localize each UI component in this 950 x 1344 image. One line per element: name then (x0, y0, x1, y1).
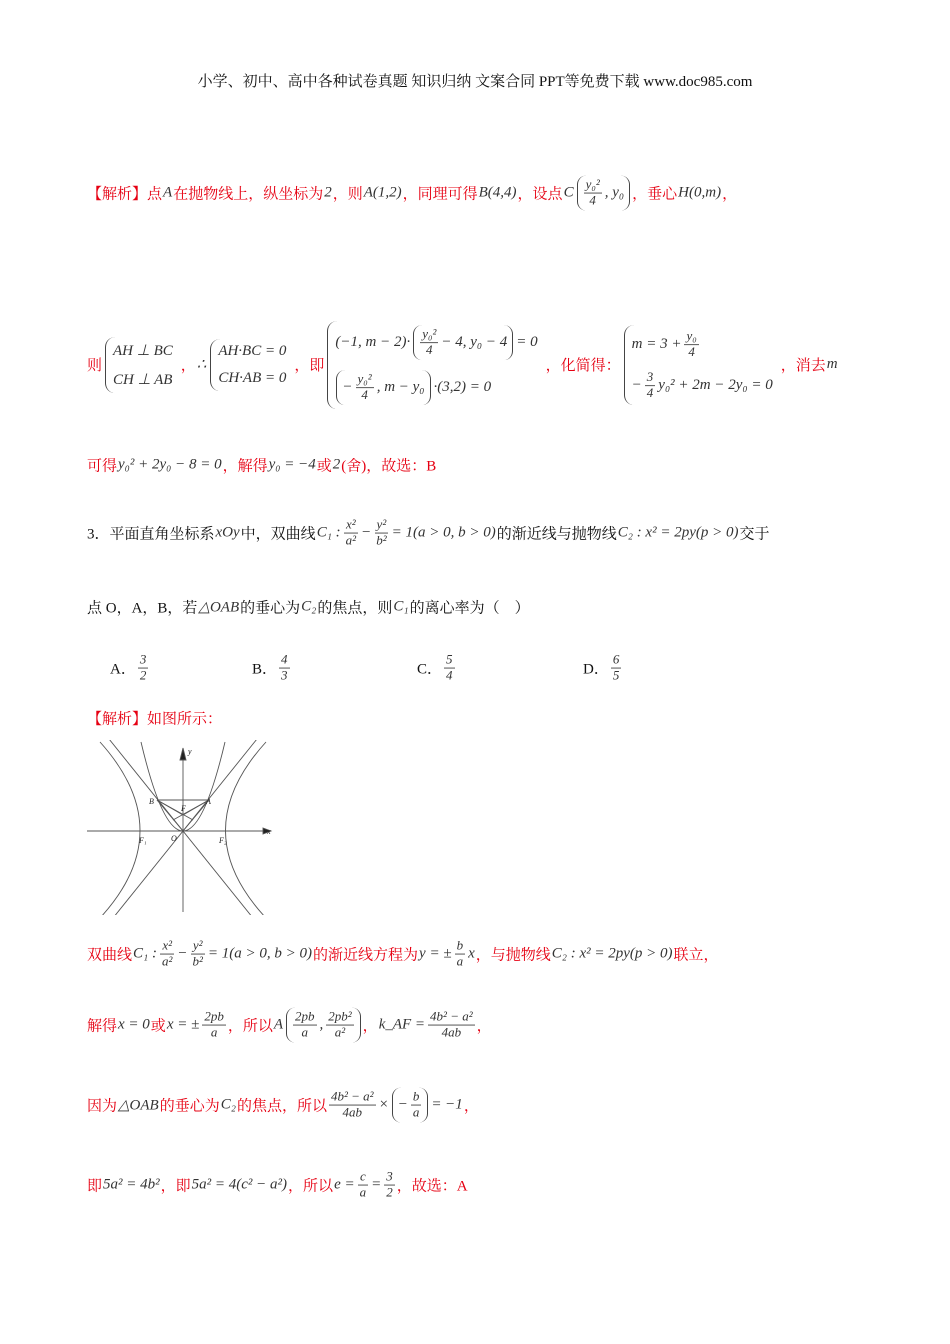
text-line (87, 518, 770, 549)
text-run: 在抛物线上，纵坐标为 (173, 186, 324, 203)
math-expression: x = 0 (118, 1016, 150, 1033)
numerator: 2pb (204, 1008, 224, 1024)
text-run: ， (476, 1018, 492, 1035)
math-expression: 5a² = 4b² (103, 1176, 160, 1193)
denominator: a² (345, 532, 357, 548)
fraction (428, 1010, 475, 1041)
math-expression: − (177, 945, 188, 962)
fraction (344, 518, 358, 549)
text-line (87, 1008, 492, 1043)
equation-system (210, 339, 291, 391)
label-a: A (206, 797, 211, 806)
text-run: ，同理可得 (402, 186, 478, 203)
math-expression: × (378, 1096, 389, 1113)
text-run: 【解析】如图所示： (87, 711, 223, 728)
text-run: ，与抛物线 (475, 947, 551, 964)
hyperbola-right-branch (226, 742, 267, 915)
denominator: a (412, 1104, 420, 1120)
text-run: 的离心率为（ ） (409, 600, 530, 617)
fraction (329, 1090, 376, 1121)
text-run: 双曲线 (87, 947, 133, 964)
fraction (202, 1010, 226, 1041)
numerator: 2pb² (328, 1008, 352, 1024)
option-label: B． (252, 661, 278, 678)
math-expression: , m − y₀ (376, 378, 425, 395)
option-value (138, 653, 149, 684)
numerator: 4 (281, 651, 288, 667)
system-row (631, 329, 774, 360)
fraction (326, 1010, 353, 1041)
math-expression: C₁ : (133, 945, 157, 962)
fraction (293, 1010, 317, 1041)
text-run: 点 O，A，B，若 (87, 600, 198, 617)
numerator: 2pb (295, 1008, 315, 1024)
fraction (358, 1170, 369, 1201)
math-expression: A (163, 184, 173, 201)
numerator: x² (346, 516, 356, 532)
text-run: (舍)，故选：B (341, 458, 437, 475)
text-run: 的焦点，则 (317, 600, 393, 617)
fraction (645, 370, 656, 401)
text-line (87, 939, 719, 970)
text-run: ，化简得： (545, 358, 621, 375)
numerator: c (359, 1168, 366, 1184)
numerator: 4b² − a² (430, 1008, 473, 1024)
text-line (87, 597, 530, 618)
text-line (87, 708, 222, 729)
math-expression: CH ⊥ AB (113, 372, 173, 388)
denominator: 4ab (441, 1024, 462, 1040)
text-run: 即 (87, 1178, 103, 1195)
math-expression: y = ± (419, 945, 452, 962)
math-expression: CH·AB = 0 (218, 370, 287, 386)
text-run: 因为 (87, 1098, 118, 1115)
answer-option[interactable] (252, 653, 292, 684)
numerator: 4b² − a² (330, 1088, 374, 1104)
text-run: ，即 (294, 358, 325, 375)
math-expression: = 1(a > 0, b > 0) (391, 524, 496, 541)
parenthesized-group (392, 1088, 429, 1123)
option-value (279, 653, 290, 684)
denominator: a² (161, 953, 173, 969)
system-row (334, 370, 538, 405)
numerator: 3 (139, 651, 147, 667)
math-expression: A (273, 1016, 284, 1033)
math-expression: 5a² = 4(c² − a²) (191, 1176, 288, 1193)
math-expression: AH·BC = 0 (218, 343, 287, 359)
math-expression: = 1(a > 0, b > 0) (207, 945, 313, 962)
math-expression: − 4, y₀ − 4 (441, 334, 508, 351)
answer-option[interactable] (583, 653, 623, 684)
text-run: ，垂心 (632, 186, 678, 203)
option-label: A． (110, 661, 136, 678)
option-value (611, 653, 622, 684)
answer-option[interactable] (110, 653, 150, 684)
fraction (191, 939, 205, 970)
math-expression: (−1, m − 2)· (335, 334, 411, 351)
label-b: B (149, 797, 154, 806)
numerator: b (412, 1088, 420, 1104)
fraction (411, 1090, 422, 1121)
equation-system (624, 325, 778, 405)
denominator: 4 (589, 192, 596, 208)
math-expression: x = ± (166, 1016, 200, 1033)
math-expression: − (342, 378, 353, 395)
fraction (384, 1170, 395, 1201)
numerator: y₀² (357, 371, 372, 386)
denominator: 4 (646, 384, 654, 400)
fraction (684, 329, 698, 360)
option-label: C． (417, 661, 443, 678)
math-expression: − (397, 1096, 408, 1113)
numerator: 5 (446, 651, 453, 667)
math-expression: △OAB (118, 1097, 159, 1114)
system-row (112, 341, 174, 360)
text-run: 或 (150, 1018, 166, 1035)
text-run: ， (463, 1098, 479, 1115)
fraction (420, 327, 438, 358)
math-expression: , y₀ (604, 184, 625, 201)
equation-system (105, 337, 178, 393)
math-expression: xOy (215, 524, 240, 541)
answer-option[interactable] (417, 653, 457, 684)
denominator: a (359, 1184, 367, 1200)
denominator: 4 (426, 342, 433, 358)
math-expression: ∴ (196, 357, 207, 374)
denominator: 4 (446, 667, 453, 683)
option-label: D． (583, 661, 609, 678)
text-run: 【解析】点 (87, 186, 163, 203)
text-run: ，所以 (288, 1178, 334, 1195)
text-run: 的渐近线与抛物线 (496, 526, 617, 543)
math-expression: AH ⊥ BC (113, 343, 173, 359)
text-run: 可得 (87, 458, 118, 475)
label-f1: F₁ (139, 836, 147, 845)
page-header: 小学、初中、高中各种试卷真题 知识归纳 文案合同 PPT等免费下载 www.doc985.com (197, 74, 753, 90)
numerator: x² (162, 937, 173, 953)
text-run: 的焦点，所以 (236, 1098, 327, 1115)
math-expression: y₀² + 2m − 2y₀ = 0 (658, 376, 773, 393)
math-expression: m (826, 356, 838, 373)
math-expression: △OAB (198, 599, 240, 616)
text-run: ，故选：A (396, 1178, 468, 1195)
text-line (87, 176, 737, 211)
math-expression: C₂ : x² = 2py(p > 0) (551, 945, 673, 962)
option-value (444, 653, 455, 684)
numerator: y₀² (422, 326, 437, 342)
text-line (87, 455, 436, 476)
math-expression: 2 (324, 184, 332, 201)
math-expression: 2 (332, 456, 341, 473)
text-run: ， (722, 186, 738, 203)
text-run: ， (362, 1018, 378, 1035)
math-expression: y₀² + 2y₀ − 8 = 0 (118, 456, 222, 473)
numerator: y² (192, 937, 203, 953)
denominator: a (210, 1024, 218, 1040)
math-expression: x (468, 945, 475, 962)
denominator: b² (192, 953, 203, 969)
parenthesized-group (413, 325, 513, 360)
math-expression: C (563, 184, 574, 201)
parenthesized-group (577, 176, 631, 211)
text-run: 解得 (87, 1018, 118, 1035)
numerator: 6 (612, 651, 620, 667)
system-row (217, 343, 287, 360)
parenthesized-group (336, 370, 430, 405)
denominator: 5 (612, 667, 620, 683)
text-run: ，即 (160, 1178, 191, 1195)
math-expression: = 0 (516, 334, 538, 351)
text-line (87, 321, 839, 409)
math-expression: C₁ (393, 598, 409, 615)
text-run: ，所以 (227, 1018, 273, 1035)
math-expression: C₂ : x² = 2py(p > 0) (617, 524, 739, 541)
fraction (584, 178, 602, 209)
equation-system (327, 321, 542, 409)
text-run: 3．平面直角坐标系 (87, 526, 215, 543)
system-row (631, 370, 774, 401)
text-run: ，消去 (780, 358, 826, 375)
numerator: y₀ (686, 328, 697, 344)
denominator: b² (376, 532, 387, 548)
text-run: 的垂心为 (240, 600, 301, 617)
denominator: 4 (688, 344, 695, 360)
text-run: 的渐近线方程为 (313, 947, 419, 964)
denominator: a (456, 953, 464, 969)
math-expression: = −1 (431, 1096, 463, 1113)
math-expression: C₂ (220, 1096, 236, 1113)
denominator: 4 (361, 386, 368, 402)
math-expression: ·(3,2) = 0 (433, 378, 492, 395)
text-line (87, 1170, 468, 1201)
denominator: 2 (139, 667, 147, 683)
text-run: ，则 (332, 186, 363, 203)
text-run: 交于 (739, 526, 770, 543)
math-expression: C₂ (301, 598, 317, 615)
denominator: a² (334, 1024, 346, 1040)
numerator: 3 (646, 369, 654, 384)
math-expression: e = (334, 1176, 355, 1193)
denominator: a (301, 1024, 309, 1040)
text-run: 则 (87, 358, 103, 375)
hyperbola-parabola-figure (85, 740, 275, 915)
y-axis-arrow (180, 748, 186, 760)
text-run: 联立， (673, 947, 719, 964)
fraction (455, 939, 466, 970)
fraction (374, 518, 388, 549)
fraction (160, 939, 174, 970)
denominator: 3 (281, 667, 288, 683)
numerator: y₀² (585, 176, 600, 192)
label-f: F (181, 804, 186, 813)
math-expression: B(4,4) (478, 184, 517, 201)
system-row (217, 370, 287, 387)
text-run: 中，双曲线 (240, 526, 316, 543)
text-run: ， (180, 358, 196, 375)
math-expression: − (361, 524, 372, 541)
math-expression: m = 3 + (631, 336, 682, 353)
label-x: x (267, 827, 271, 836)
math-expression: k_AF = (378, 1016, 426, 1033)
fraction (356, 372, 374, 403)
numerator: 3 (386, 1168, 393, 1184)
hyperbola-left-branch (100, 742, 140, 915)
denominator: 4ab (342, 1104, 363, 1120)
math-expression: A(1,2) (363, 184, 402, 201)
numerator: b (456, 937, 464, 953)
text-run: ，解得 (222, 458, 268, 475)
math-expression: y₀ = −4 (268, 456, 316, 473)
math-expression: H(0,m) (678, 184, 722, 201)
denominator: 2 (386, 1184, 393, 1200)
math-expression: − (631, 376, 642, 393)
math-expression: , (319, 1016, 324, 1033)
numerator: y² (376, 516, 387, 532)
system-row (334, 325, 538, 360)
text-run: 或 (316, 458, 332, 475)
text-run: ，设点 (517, 186, 563, 203)
text-line (87, 1088, 479, 1123)
label-o: O (171, 834, 177, 843)
system-row (112, 370, 174, 389)
math-expression: = (371, 1176, 382, 1193)
label-f2: F₂ (219, 836, 227, 845)
math-expression: C₁ : (316, 524, 341, 541)
text-run: 的垂心为 (159, 1098, 220, 1115)
parenthesized-group (286, 1008, 361, 1043)
label-y: y (188, 747, 192, 756)
